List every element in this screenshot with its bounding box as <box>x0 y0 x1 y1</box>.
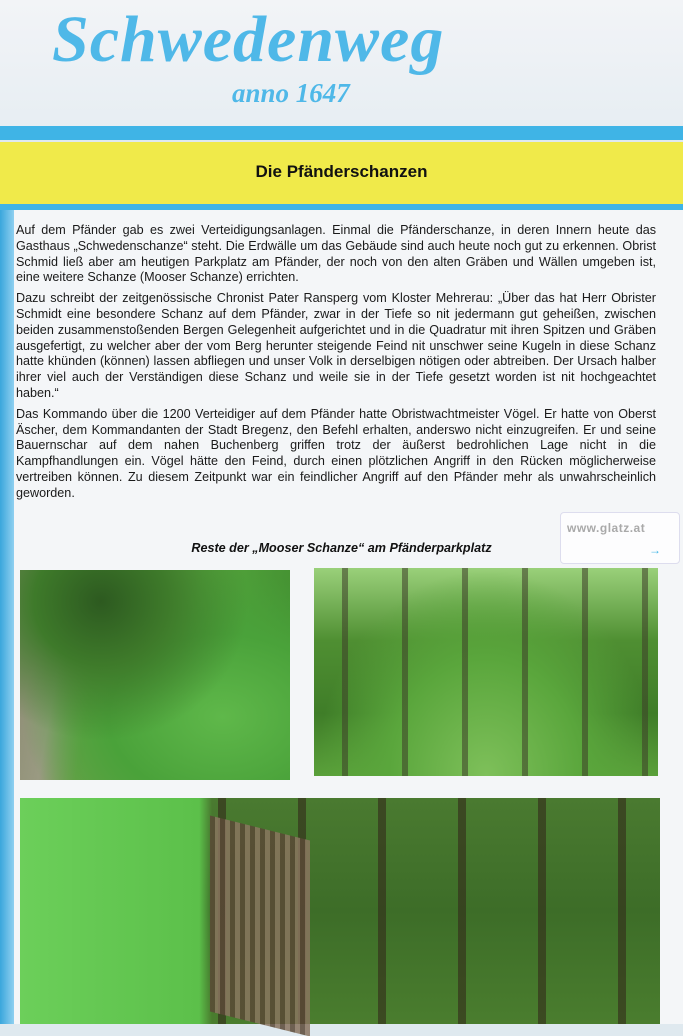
photo-fence-meadow <box>20 798 660 1024</box>
watermark <box>560 512 680 564</box>
arrow-icon: → <box>649 543 661 557</box>
paragraph: Dazu schreibt der zeitgenössische Chronist Pater Ransperg vom Kloster Mehrerau: „Über das hat Herr Obrister Schmidt eine besondere Schanz auf dem Pfänder, zwar in der Tiefe so nit jedermann gut geheißen, zwischen beiden zusammenstoßenden Bergen Gelegenheit aufgerichtet und in die Quadratur mit ihren Spitzen und Gräben ausgefertigt, zu welcher aber der vom Berg herunter steigende Feind nit unschwer seine Kugeln in diese Schanz hatte khünden (können) lassen abfliegen und unser Volk in derselbigen nötigen oder abtreiben. Der Ursach halber ihrer viel auch der Verständigen diese Schanz und weile sie in der Tiefe gesetzt worden ist nit hochgeachtet haben.“ <box>16 291 656 400</box>
watermark-text: www.glatz.at <box>567 521 646 535</box>
photo-caption: Reste der „Mooser Schanze“ am Pfänderparkplatz <box>191 541 492 555</box>
fence-graphic <box>210 816 310 1036</box>
section-title-band <box>0 142 683 210</box>
photo-forest-trench <box>314 568 658 776</box>
section-title: Die Pfänderschanzen <box>255 162 428 181</box>
photo-path-embankment <box>20 570 290 780</box>
paragraph: Das Kommando über die 1200 Verteidiger auf dem Pfänder hatte Obristwachtmeister Vögel. Er hatte von Oberst Äscher, dem Kommandanten der Stadt Bregenz, den Befehl erhalten, anderswo nicht einzugreifen. Er und seine Bauernschar auf dem nahen Buchenberg griffen trotz der äußerst bedrohlichen Lage nicht in die Kampfhandlungen ein. Vögel hätte den Feind, durch einen plötzlichen Angriff in den Rücken möglicherweise vertreiben können. Zu diesem Zeitpunkt war ein feindlicher Angriff auf den Pfänder mehr als unwahrscheinlich geworden. <box>16 406 656 500</box>
paragraph: Auf dem Pfänder gab es zwei Verteidigungsanlagen. Einmal die Pfänderschanze, in deren Innern heute das Gasthaus „Schwedenschanze“ steht. Die Erdwälle um das Gebäude sind auch heute noch gut zu erkennen. Obrist Schmid ließ aber am heutigen Parkplatz am Pfänder, der noch von den alten Gräben und Wällen umgeben ist, eine weitere Schanze (Mooser Schanze) errichten. <box>16 223 656 285</box>
body-text <box>16 223 656 507</box>
page-title: Schwedenweg <box>52 3 445 76</box>
decorative-stripe <box>0 210 14 1024</box>
page-subtitle: anno 1647 <box>232 78 350 108</box>
header <box>0 0 683 140</box>
